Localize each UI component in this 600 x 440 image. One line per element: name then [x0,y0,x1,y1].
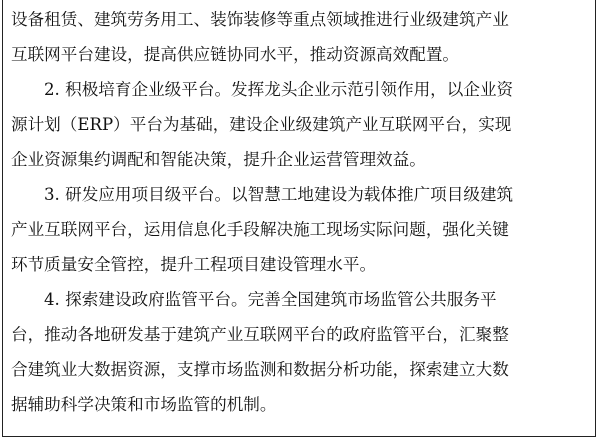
text-line: 台，推动各地研发基于建筑产业互联网平台的政府监管平台，汇聚整 [11,325,509,344]
document-frame [2,0,596,437]
text-line: 据辅助科学决策和市场监管的机制。 [11,395,277,414]
paragraph-3 [11,185,589,290]
text-line: 互联网平台建设，提高供应链协同水平，推动资源高效配置。 [11,45,460,64]
text-line: 合建筑业大数据资源，支撑市场监测和数据分析功能，探索建立大数 [11,360,509,379]
text-line: 2. 积极培育企业级平台。发挥龙头企业示范引领作用，以企业资 [44,80,514,99]
text-line: 3. 研发应用项目级平台。以智慧工地建设为载体推广项目级建筑 [44,185,514,204]
paragraph-2 [11,80,589,185]
text-line: 设备租赁、建筑劳务用工、装饰装修等重点领域推进行业级建筑产业 [11,10,509,29]
text-line: 产业互联网平台，运用信息化手段解决施工现场实际问题，强化关键 [11,220,509,239]
text-line: 4. 探索建设政府监管平台。完善全国建筑市场监管公共服务平 [44,290,497,309]
paragraph-4 [11,290,589,430]
text-line: 环节质量安全管控，提升工程项目建设管理水平。 [11,255,377,274]
document-body [11,10,589,430]
paragraph-1 [11,10,589,80]
text-line: 企业资源集约调配和智能决策，提升企业运营管理效益。 [11,150,426,169]
text-line: 源计划（ERP）平台为基础，建设企业级建筑产业互联网平台，实现 [11,115,512,134]
